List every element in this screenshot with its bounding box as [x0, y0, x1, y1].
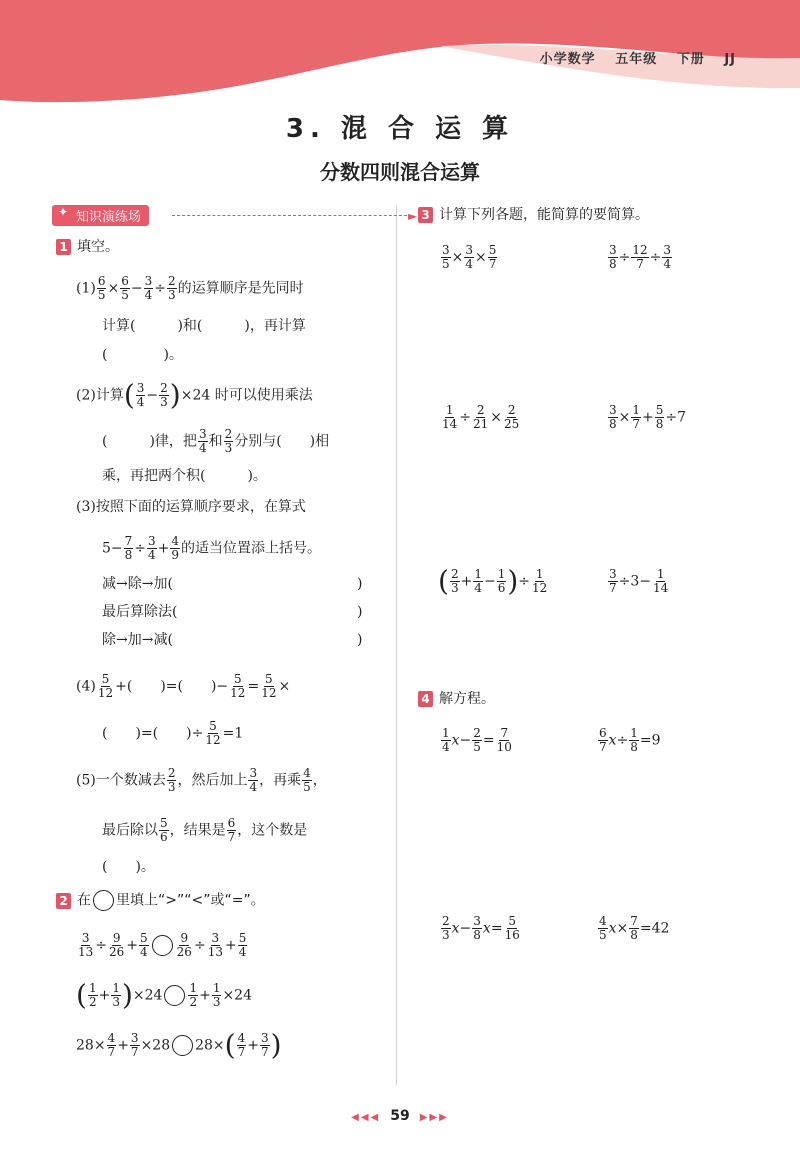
q1-p4-line2: ( )=( )÷ $\frac{5}{12}$ =1 [102, 719, 244, 747]
header-grade: 五年级 [615, 52, 658, 67]
q3-expr3: $\frac{1}{14}$ ÷ $\frac{2}{21}$ × $\frac{2}{25}$ [442, 403, 520, 431]
q1-p5-line3: ( )。 [102, 859, 155, 875]
q4-eq4: $\frac{4}{5}$ x× $\frac{7}{8}$ =42 [599, 914, 670, 942]
q1-p2-line1: (2)计算( $\frac{3}{4}$ − $\frac{2}{3}$ )×24 时可以使用乘法 [76, 378, 313, 412]
header-info [526, 48, 736, 67]
q3-expr5: ( $\frac{2}{3}$ + $\frac{1}{4}$ − $\frac{1}{6}$ )÷ $\frac{1}{12}$ [438, 564, 548, 598]
q1-p3-line1: (3)按照下面的运算顺序要求，在算式 [76, 499, 306, 515]
answer-circle[interactable] [172, 1035, 193, 1056]
answer-circle[interactable] [164, 985, 185, 1006]
q3-expr1: $\frac{3}{5}$ × $\frac{3}{4}$ × $\frac{5}{7}$ [442, 243, 497, 271]
q1-p3-option1: 减→除→加( [102, 576, 173, 592]
q4-eq1: $\frac{1}{4}$ x− $\frac{2}{5}$ = $\frac{7}{10}$ [442, 726, 512, 754]
q4-eq3: $\frac{2}{3}$ x− $\frac{3}{8}$ x= $\frac{5}{16}$ [442, 914, 520, 942]
section-tag-line [52, 205, 418, 226]
answer-circle[interactable] [152, 935, 173, 956]
q1-title: 填空。 [77, 239, 119, 255]
page-number: 59 [390, 1108, 410, 1124]
q4-number: 4 [418, 691, 433, 707]
q2-item2: ( $\frac{1}{2}$ + $\frac{1}{3}$ )×24 $\frac{1}{2}$ + $\frac{1}{3}$ ×24 [76, 978, 252, 1012]
q1-p5-line2: 最后除以 $\frac{5}{6}$ ，结果是 $\frac{6}{7}$ ，这个数是 [102, 816, 308, 844]
q1-p3-close3: ) [357, 632, 363, 648]
q3-expr6: $\frac{3}{7}$ ÷3− $\frac{1}{14}$ [609, 567, 669, 595]
q2-item3: 28× $\frac{4}{7}$ + $\frac{3}{7}$ ×28 28×( $\frac{4}{7}$ + $\frac{3}{7}$ ) [76, 1028, 282, 1062]
header-edition: JJ [724, 52, 736, 67]
q1-number: 1 [56, 239, 71, 255]
header-term: 下册 [676, 52, 705, 67]
circle-icon [93, 890, 114, 911]
q1-p2-line3: 乘，再把两个积( )。 [102, 468, 267, 484]
section-tag: ✦ 知识演练场 [52, 205, 149, 226]
q1-heading [56, 237, 119, 257]
header-subject: 小学数学 [539, 52, 596, 67]
arrow-icon: ► [408, 209, 418, 223]
q2-item1: $\frac{3}{13}$ ÷ $\frac{9}{26}$ + $\frac{5}{4}$ $\frac{9}{26}$ ÷ $\frac{3}{13}$ + $\frac{5}{4}$ [78, 931, 247, 959]
q4-heading: 4 解方程。 [418, 689, 495, 709]
q1-p3-close1: ) [357, 576, 363, 592]
q3-heading: 3 计算下列各题，能简算的要简算。 [418, 205, 649, 225]
q1-p3-option2: 最后算除法( [102, 604, 178, 620]
dashed-line [172, 215, 412, 216]
page-subtitle: 分数四则混合运算 [320, 160, 480, 184]
prev-arrows-icon: ◀◀◀ [351, 1112, 381, 1123]
q1-p3-option3: 除→加→减( [102, 632, 173, 648]
page-footer [0, 1108, 800, 1124]
q1-p1-line3: ( )。 [102, 347, 183, 363]
q1-p2-line2: ( )律，把 $\frac{3}{4}$ 和 $\frac{2}{3}$ 分别与( )相 [102, 427, 330, 455]
q2-heading: 2 在 里填上“>”“<”或“=”。 [56, 890, 265, 911]
q3-expr4: $\frac{3}{8}$ × $\frac{1}{7}$ + $\frac{5}{8}$ ÷7 [609, 403, 687, 431]
next-arrows-icon: ▶▶▶ [419, 1112, 449, 1123]
q3-number: 3 [418, 207, 433, 223]
column-divider [396, 205, 397, 1085]
q1-p1-line2: 计算( )和( )，再计算 [102, 318, 306, 334]
q3-expr2: $\frac{3}{8}$ ÷ $\frac{12}{7}$ ÷ $\frac{3}{4}$ [609, 243, 672, 271]
page-title: 3. 混 合 运 算 [285, 114, 515, 144]
q1-p5-line1: (5)一个数减去 $\frac{2}{3}$ ，然后加上 $\frac{3}{4}$ ，再乘 $\frac{4}{5}$ ， [76, 766, 327, 794]
q2-number: 2 [56, 893, 71, 909]
q1-p3-line2: 5− $\frac{7}{8}$ ÷ $\frac{3}{4}$ + $\frac{4}{9}$ 的适当位置添上括号。 [102, 534, 322, 562]
q1-p3-close2: ) [357, 604, 363, 620]
q1-p1-line1: (1) $\frac{6}{5}$ × $\frac{6}{5}$ − $\frac{3}{4}$ ÷ $\frac{2}{3}$ 的运算顺序是先同时 [76, 274, 304, 302]
q1-p4-line1: (4) $\frac{5}{12}$ +( )=( )− $\frac{5}{12}$ = $\frac{5}{12}$ × [76, 672, 291, 700]
q4-eq2: $\frac{6}{7}$ x÷ $\frac{1}{8}$ =9 [599, 726, 661, 754]
